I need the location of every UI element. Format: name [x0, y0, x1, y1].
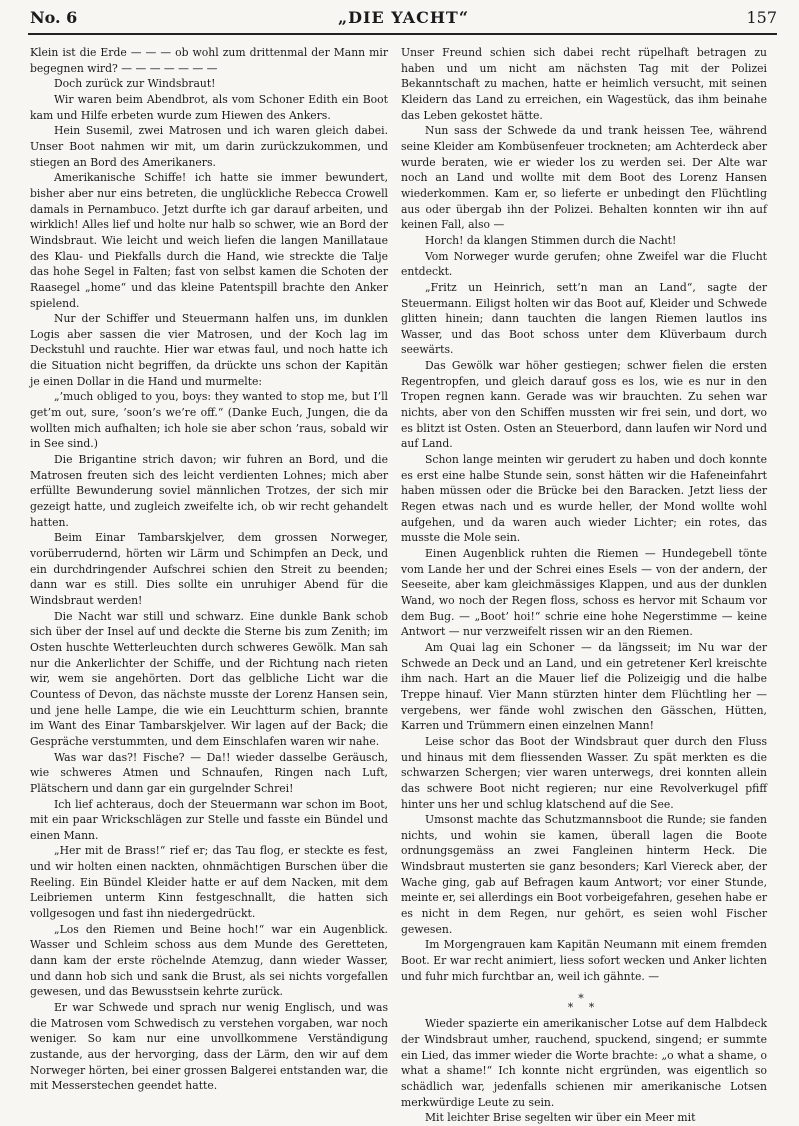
paragraph: Amerikanische Schiffe! ich hatte sie immer bewundert, bisher aber nur eins betreten, die unglückliche Rebecca Crowell damals in Pernambuco. Jetzt durfte ich gar darauf arbeiten, und wirklich! Alles lief und holte nur halb so schwer, wie an Bord der Windsbraut. Wie leicht und weich liefen die langen Manillataue des Klau- und Piekfalls durch die Hand, wie streckte die Talje das hohe Segel in Falten; fast von selbst kamen die Schoten der Raasegel „home“ und das kleine Patentspill brachte den Anker spielend. [30, 171, 388, 310]
header-rule [28, 33, 777, 35]
asterisk: * [578, 992, 590, 1006]
issue-number: No. 6 [30, 8, 78, 27]
paragraph: Die Nacht war still und schwarz. Eine dunkle Bank schob sich über der Insel auf und deckte die Sterne bis zum Zenith; im Osten huschte Wetterleuchten durch schweres Gewölk. Man sah nur die Ankerlichter der Schiffe, und der Richtung nach rieten wir, wem sie angehörten. Dort das gelbliche Licht war die Countess of Devon, das nächste musste der Lorenz Hansen sein, und jene helle Lampe, die wie ein Leuchtturm schien, brannte im Want des Einar Tambarskjelver. Wir lagen auf der Back; die Gespräche verstummten, und dem Einschlafen waren wir nahe. [30, 609, 388, 748]
paragraph: Wieder spazierte ein amerikanischer Lotse auf dem Halbdeck der Windsbraut umher, rauchend, spuckend, singend; er summte ein Lied, das immer wieder die Worte brachte: „o what a shame, o what a shame!“ Ich konnte nicht ergründen, was eigentlich so schädlich war, jedenfalls schienen mir amerikanische Lotsen merkwürdige Leute zu sein. [401, 1017, 767, 1109]
paragraph: Horch! da klangen Stimmen durch die Nacht! [425, 233, 677, 247]
paragraph: „’much obliged to you, boys: they wanted to stop me, but I’ll get’m out, sure, ’soon’s we’re off.“ (Danke Euch, Jungen, die da wollten mich aufhalten; ich hole sie aber schon ’raus, sobald wir in See sind.) [30, 390, 388, 451]
paragraph: Mit leichter Brise segelten wir über ein Meer mit [425, 1111, 696, 1125]
paragraph: Doch zurück zur Windsbraut! [54, 77, 216, 91]
paragraph: Im Morgengrauen kam Kapitän Neumann mit einem fremden Boot. Er war recht animiert, liess sofort wecken und Anker lichten und fuhr mich furchtbar an, weil ich gähnte. — [401, 938, 767, 983]
paragraph: Einen Augenblick ruhten die Riemen — Hundegebell tönte vom Lande her und der Schrei eines Esels — von der andern, der Seeseite, aber kam gleichmässiges Klappen, und aus der dunklen Wand, wo noch der Regen floss, schoss es hervor mit Schaum vor dem Bug. — „Boot’ hoi!“ schrie eine hohe Negerstimme — keine Antwort — nur verzweifelt rissen wir an den Riemen. [401, 547, 767, 639]
magazine-title: „DIE YACHT“ [337, 8, 470, 27]
paragraph: Vom Norweger wurde gerufen; ohne Zweifel war die Flucht entdeckt. [401, 249, 767, 279]
page-header [30, 6, 777, 30]
paragraph: „Los den Riemen und Beine hoch!“ war ein Augenblick. Wasser und Schleim schoss aus dem Munde des Geretteten, dann kam der erste röchelnde Atemzug, dann wieder Wasser, und dann hob sich und sank die Brust, als sei nichts vorgefallen gewesen, und das Bewusstsein kehrte zurück. [30, 922, 388, 999]
paragraph: Umsonst machte das Schutzmannsboot die Runde; sie fanden nichts, und wohin sie kamen, überall lagen die Boote ordnungsgemäss an zwei Fangleinen hinterm Heck. Die Windsbraut musterten sie ganz besonders; Karl Viereck aber, der Wache ging, gab auf Befragen kaum Antwort; vor einer Stunde, meinte er, sei allerdings ein Boot vorbeigefahren, gesehen habe er es nicht in dem Regen, nur gehört, es seien wohl Fischer gewesen. [401, 813, 767, 936]
paragraph: Unser Freund schien sich dabei recht rüpelhaft betragen zu haben und um nicht am nächsten Tag mit der Polizei Bekanntschaft zu machen, hatte er heimlich versucht, mit seinen Kleidern das Land zu erreichen, ein Wagestück, das ihm beinahe das Leben gekostet hätte. [401, 46, 767, 122]
paragraph: Wir waren beim Abendbrot, als vom Schoner Edith ein Boot kam und Hilfe erbeten wurde zum Hiewen des Ankers. [30, 92, 388, 122]
left-column [30, 45, 388, 1109]
paragraph: Das Gewölk war höher gestiegen; schwer fielen die ersten Regentropfen, und gleich darauf goss es los, wie es nur in den Tropen regnen kann. Gerade was wir brauchten. Zu sehen war nichts, aber von den Schiffen mussten wir frei sein, und dort, wo es blitzt ist Osten. Osten an Steuerbord, dann laufen wir Nord und auf Land. [401, 359, 767, 451]
section-break-asterism [401, 992, 767, 1015]
paragraph: Er war Schwede und sprach nur wenig Englisch, und was die Matrosen vom Schwedisch zu verstehen vorgaben, war noch weniger. So kam nur eine unvollkommene Verständigung zustande, aus der hervorging, dass der Lärm, den wir auf dem Norweger hörten, bei einer grossen Balgerei entstanden war, die mit Messerstechen geendet hatte. [30, 1001, 388, 1093]
asterisk-pair: * * [567, 1001, 601, 1015]
paragraph: Ich lief achteraus, doch der Steuermann war schon im Boot, mit ein paar Wrickschlägen zur Stelle und fasste ein Bündel und einen Mann. [30, 797, 388, 842]
paragraph: Am Quai lag ein Schoner — da längsseit; im Nu war der Schwede an Deck und an Land, und ein getretener Kerl kreischte ihm nach. Hart an die Mauer lief die Polizeigig und die halbe Treppe hinauf. Vier Mann stürzten hinter dem Flüchtling her — vergebens, wer fände wohl zwischen den Gässchen, Hütten, Karren und Trümmern einen einzelnen Mann! [401, 640, 767, 733]
paragraph: „Fritz un Heinrich, sett’n man an Land“, sagte der Steuermann. Eiligst holten wir das Boot auf, Kleider und Schwede glitten hinein; dann tauchten die langen Riemen lautlos ins Wasser, und das Boot schoss unter dem Klüverbaum durch seewärts. [401, 280, 767, 357]
right-column [401, 45, 767, 1125]
paragraph: Nun sass der Schwede da und trank heissen Tee, während seine Kleider am Kombüsenfeuer trockneten; am Achterdeck aber wurde beraten, wie er wieder los zu werden sei. Der Alte war noch an Land und wollte mit dem Boot des Lorenz Hansen wiederkommen. Kam er, so lieferte er unbedingt den Flüchtling aus oder übergab ihn der Polizei. Behalten konnten wir ihn auf keinen Fall, also — [401, 124, 767, 232]
paragraph: Beim Einar Tambarskjelver, dem grossen Norweger, vorüberrudernd, hörten wir Lärm und Schimpfen an Deck, und ein durchdringender Aufschrei schien den Streit zu beenden; dann war es still. Dies sollte ein unruhiger Abend für die Windsbraut werden! [30, 531, 388, 607]
paragraph: Hein Susemil, zwei Matrosen und ich waren gleich dabei. Unser Boot nahmen wir mit, um darin zurückzukommen, und stiegen an Bord des Amerikaners. [30, 124, 388, 169]
paragraph: Schon lange meinten wir gerudert zu haben und doch konnte es erst eine halbe Stunde sein, sonst hätten wir die Hafeneinfahrt haben müssen oder die Brücke bei den Baracken. Jetzt liess der Regen etwas nach und es wurde heller, der Mond wollte wohl aufgehen, und da waren auch wieder Lichter; ein rotes, das musste die Mole sein. [401, 453, 767, 545]
paragraph: Die Brigantine strich davon; wir fuhren an Bord, und die Matrosen freuten sich des leicht verdienten Lohnes; mich aber erfüllte Bewunderung soviel männlichen Trotzes, der sich mir gezeigt hatte, und zugleich zweifelte ich, ob wir recht gehandelt hatten. [30, 453, 388, 529]
page-number: 157 [746, 8, 777, 27]
paragraph: Leise schor das Boot der Windsbraut quer durch den Fluss und hinaus mit dem fliessenden Wasser. Zu spät merkten es die schwarzen Schergen; vier waren unterwegs, drei konnten allein das schwere Boot nicht regieren; nur eine Revolverkugel pfiff hinter uns her und schlug klatschend auf die See. [401, 734, 767, 811]
paragraph: Nur der Schiffer und Steuermann halfen uns, im dunklen Logis aber sassen die vier Matrosen, und der Koch lag im Deckstuhl und rauchte. Hier war etwas faul, und noch hatte ich die Situation nicht begriffen, da drückte uns schon der Kapitän je einen Dollar in die Hand und murmelte: [30, 312, 388, 388]
paragraph: Was war das?! Fische? — Da!! wieder dasselbe Geräusch, wie schweres Atmen und Schnaufen, Ringen nach Luft, Plätschern und dann gar ein gurgelnder Schrei! [30, 750, 388, 795]
paragraph: „Her mit de Brass!“ rief er; das Tau flog, er steckte es fest, und wir holten einen nackten, ohnmächtigen Burschen über die Reeling. Ein Bündel Kleider hatte er auf dem Nacken, mit dem Leibriemen unterm Kinn festgeschnallt, die hatten sich vollgesogen und fast ihn niedergedrückt. [30, 844, 388, 921]
paragraph: Klein ist die Erde — — — ob wohl zum drittenmal der Mann mir begegnen wird? — — — — — — — [30, 46, 388, 75]
